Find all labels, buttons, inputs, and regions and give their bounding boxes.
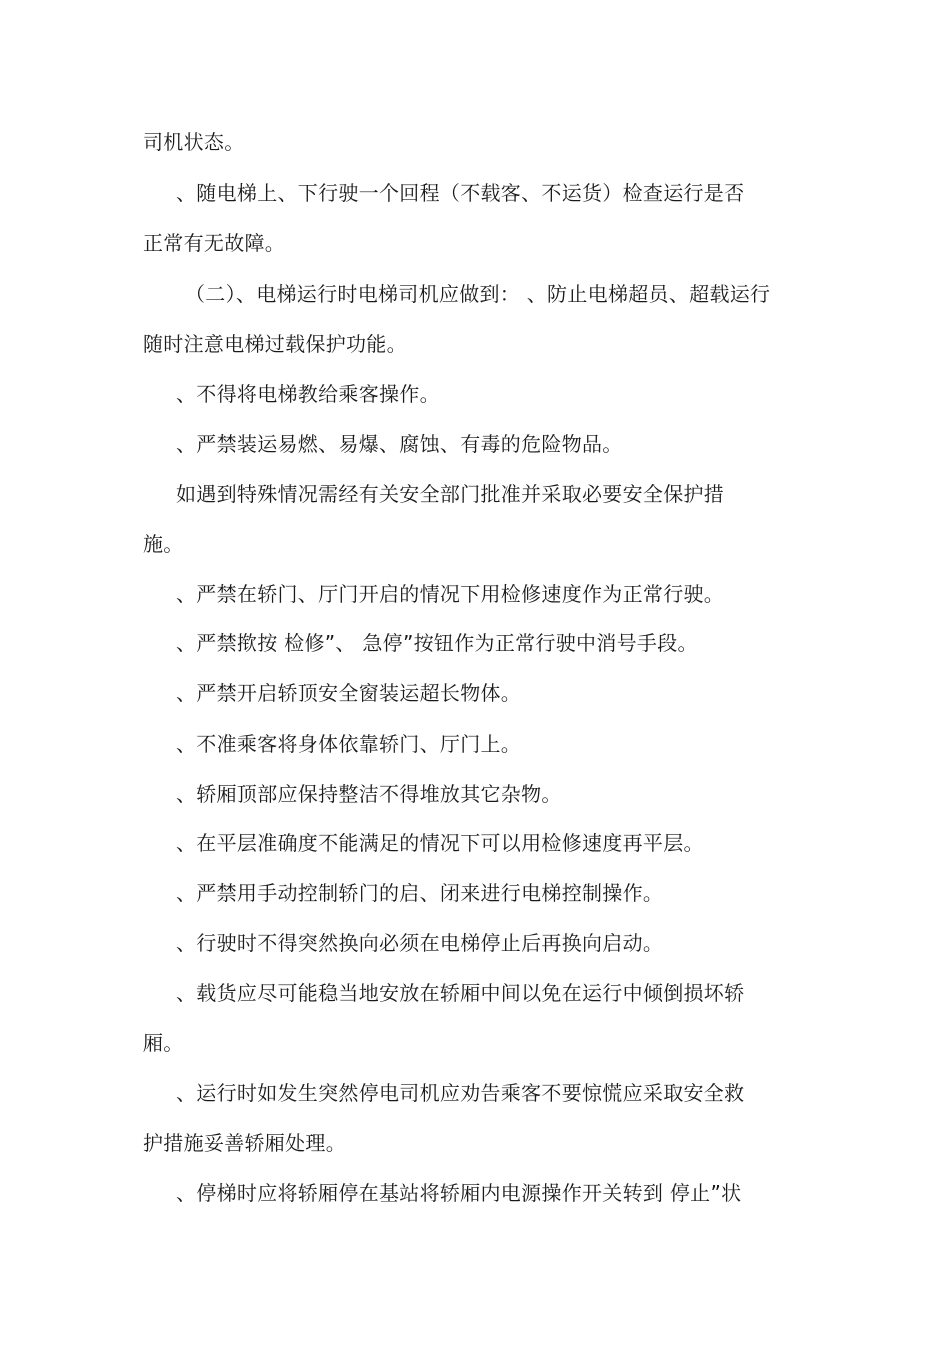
paragraph-line: 正常有无故障。 xyxy=(143,231,286,255)
paragraph-line: 、不得将电梯教给乘客操作。 xyxy=(176,382,440,406)
paragraph-line: 随时注意电梯过载保护功能。 xyxy=(143,332,407,356)
paragraph-line: 、严禁在轿门、厅门开启的情况下用检修速度作为正常行驶。 xyxy=(176,582,725,606)
paragraph-line: 、不准乘客将身体依靠轿门、厅门上。 xyxy=(176,732,522,756)
paragraph-line: 、载货应尽可能稳当地安放在轿厢中间以免在运行中倾倒损坏轿 xyxy=(176,981,745,1005)
paragraph-line: 司机状态。 xyxy=(143,130,245,154)
paragraph-line: 、严禁揿按 检修”、 急停”按钮作为正常行驶中消号手段。 xyxy=(176,631,698,655)
paragraph-line: 如遇到特殊情况需经有关安全部门批准并采取必要安全保护措 xyxy=(176,482,725,506)
paragraph-line: 施。 xyxy=(143,532,184,556)
paragraph-line: 、轿厢顶部应保持整洁不得堆放其它杂物。 xyxy=(176,782,562,806)
paragraph-line: 、在平层准确度不能满足的情况下可以用检修速度再平层。 xyxy=(176,831,704,855)
paragraph-line: 、停梯时应将轿厢停在基站将轿厢内电源操作开关转到 停止”状 xyxy=(176,1181,742,1205)
section-heading-line: （二）、电梯运行时电梯司机应做到： 、防止电梯超员、超载运行 xyxy=(185,282,771,306)
paragraph-line: 、随电梯上、下行驶一个回程（不载客、不运货）检查运行是否 xyxy=(176,181,745,205)
paragraph-line: 、行驶时不得突然换向必须在电梯停止后再换向启动。 xyxy=(176,931,664,955)
paragraph-line: 、严禁用手动控制轿门的启、闭来进行电梯控制操作。 xyxy=(176,881,664,905)
paragraph-line: 厢。 xyxy=(143,1031,184,1055)
paragraph-line: 、运行时如发生突然停电司机应劝告乘客不要惊慌应采取安全救 xyxy=(176,1081,745,1105)
paragraph-line: 、严禁开启轿顶安全窗装运超长物体。 xyxy=(176,681,522,705)
paragraph-line: 护措施妥善轿厢处理。 xyxy=(143,1131,346,1155)
paragraph-line: 、严禁装运易燃、易爆、腐蚀、有毒的危险物品。 xyxy=(176,432,623,456)
